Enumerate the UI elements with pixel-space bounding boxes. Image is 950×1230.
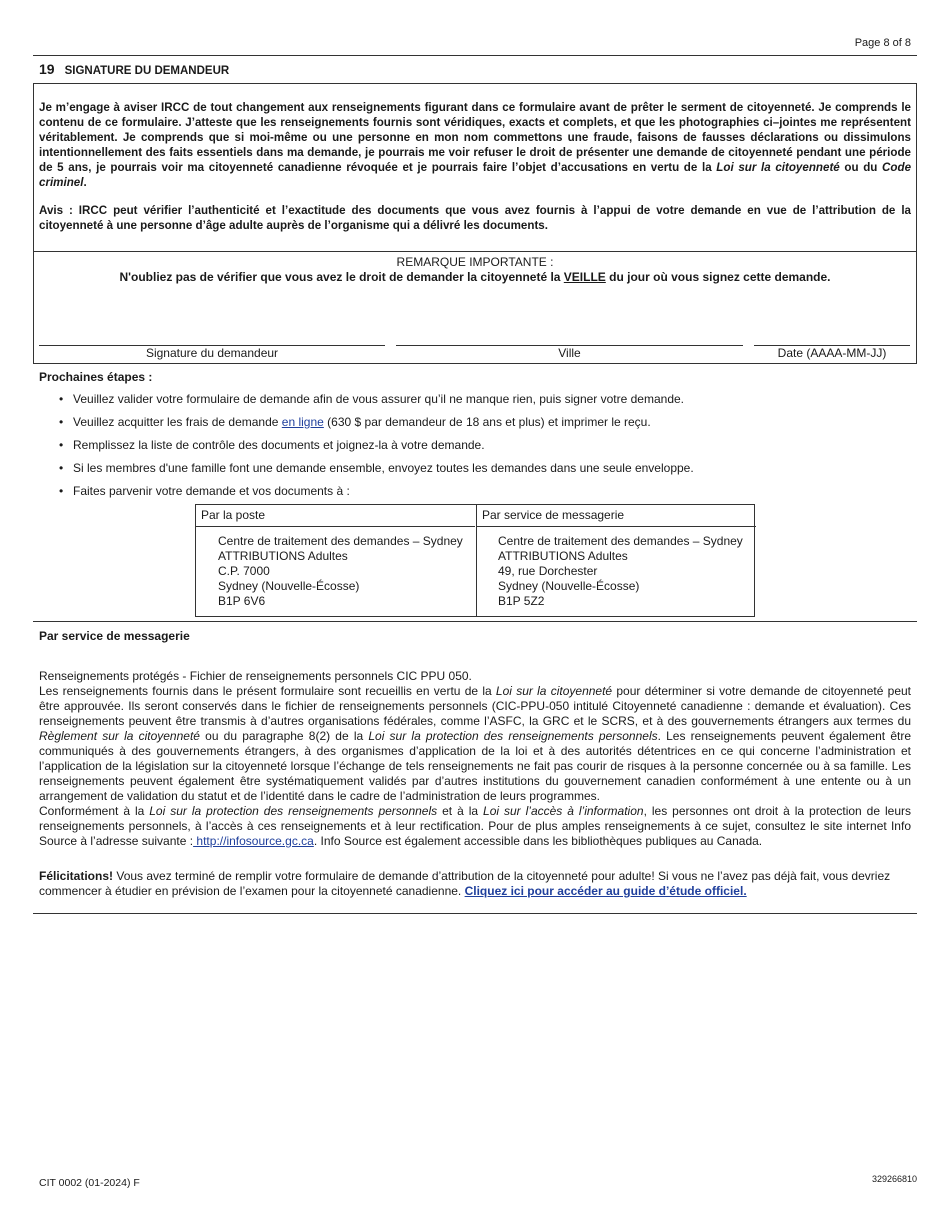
congratulations-message bbox=[39, 869, 911, 899]
remark-text bbox=[34, 270, 916, 285]
top-rule bbox=[33, 55, 917, 56]
step-text: Remplissez la liste de contrôle des documents et joignez-la à votre demande. bbox=[73, 438, 485, 452]
bullet-icon: • bbox=[59, 484, 64, 498]
address-line: 49, rue Dorchester bbox=[498, 564, 598, 578]
privacy-text: Conformément à la bbox=[39, 804, 150, 818]
citizenship-regulations: Règlement sur la citoyenneté bbox=[39, 729, 200, 743]
remark-veille: VEILLE bbox=[563, 270, 606, 284]
access-to-information-act: Loi sur l’accès à l’information bbox=[483, 804, 644, 818]
address-line: ATTRIBUTIONS Adultes bbox=[218, 549, 348, 563]
notice-paragraph: Avis : IRCC peut vérifier l’authenticité et l’exactitude des documents que vous avez fournis à l’appui de votre demande en vue de l’attribution de la citoyenneté à une personne d’âge adulte auprès de l’organisme qui a délivré les documents. bbox=[39, 204, 911, 232]
privacy-text: . Info Source est également accessible dans les bibliothèques publiques au Canada. bbox=[313, 834, 763, 848]
congrats-text: Vous avez terminé de remplir votre formulaire de demande d’attribution de la citoyenneté pour adulte! Si vous ne l’avez pas déjà fait, vous devriez commencer à étudier en prévision de l’examen pour la citoyenneté canadienne. bbox=[39, 869, 891, 898]
declaration-text-b: ou du bbox=[839, 161, 883, 174]
privacy-line-1: Renseignements protégés - Fichier de renseignements personnels CIC PPU 050. bbox=[39, 669, 472, 683]
important-remark bbox=[34, 255, 916, 285]
address-line: Sydney (Nouvelle-Écosse) bbox=[498, 579, 640, 593]
privacy-rights-paragraph bbox=[39, 804, 911, 849]
mail-address bbox=[196, 527, 475, 609]
step-text: (630 $ par demandeur de 18 ans et plus) et imprimer le reçu. bbox=[323, 415, 651, 429]
declaration-paragraph bbox=[39, 100, 911, 190]
step-text: Veuillez valider votre formulaire de demande afin de vous assurer qu’il ne manque rien, puis signer votre demande. bbox=[73, 392, 685, 406]
city-label: Ville bbox=[558, 346, 581, 360]
step-text: Veuillez acquitter les frais de demande bbox=[73, 415, 282, 429]
congrats-heading: Félicitations! bbox=[39, 869, 114, 883]
bullet-icon: • bbox=[59, 415, 64, 429]
privacy-text: . Les renseignements peuvent également être communiqués à des gouvernements étrangers, à des organismes d’application de la loi et à des autorités détentrices en ce qui concerne l’administration et l’application de la législation sur la citoyenneté lorsque l’échange de tels renseignements ne fait pas courir de risques à la personne concernée ou à sa famille. Les renseignements peuvent également être systématiquement validés par d’autres institutions du gouvernement canadien conformément à une entente ou à un arrangement de validation du statut et de l’identité dans le cadre de l’administration de leurs programmes. bbox=[39, 729, 912, 803]
courier-header: Par service de messagerie bbox=[477, 505, 756, 527]
address-line: Sydney (Nouvelle-Écosse) bbox=[218, 579, 360, 593]
infosource-link[interactable]: http://infosource.gc.ca bbox=[193, 834, 314, 848]
privacy-act: Loi sur la protection des renseignements personnels bbox=[149, 804, 438, 818]
mailing-address-table bbox=[195, 504, 755, 617]
address-line: ATTRIBUTIONS Adultes bbox=[498, 549, 628, 563]
barcode-number: 329266810 bbox=[871, 1174, 917, 1184]
section-header bbox=[39, 61, 229, 77]
date-label: Date (AAAA-MM-JJ) bbox=[777, 346, 887, 360]
list-item bbox=[59, 461, 694, 484]
study-guide-link[interactable]: Cliquez ici pour accéder au guide d’étude officiel. bbox=[464, 884, 747, 898]
remark-text-a: N'oubliez pas de vérifier que vous avez le droit de demander la citoyenneté la bbox=[119, 270, 564, 284]
signature-label: Signature du demandeur bbox=[145, 346, 279, 360]
declaration-text bbox=[39, 100, 911, 246]
law-citizenship-act: Loi sur la citoyenneté bbox=[495, 684, 613, 698]
address-line: C.P. 7000 bbox=[218, 564, 270, 578]
remark-text-b: du jour où vous signez cette demande. bbox=[605, 270, 831, 284]
section-title: SIGNATURE DU DEMANDEUR bbox=[64, 65, 230, 77]
next-steps-list bbox=[59, 392, 694, 507]
list-item bbox=[59, 438, 694, 461]
address-line: B1P 6V6 bbox=[218, 594, 266, 608]
declaration-text-c: . bbox=[83, 176, 87, 189]
next-steps-title: Prochaines étapes : bbox=[39, 370, 153, 384]
courier-address-column bbox=[476, 505, 756, 616]
privacy-text: pour déterminer si votre demande de citoyenneté peut être approuvée. Ils seront conservés dans le fichier de renseignements personnels (CIC-PPU-050 intitulé Citoyenneté canadienne : demande et évaluation). Ces renseignements peuvent être transmis à d’autres organisations fédérales, comme l’ASFC, la GRC et le SCRS, et à des gouvernements étrangers aux termes du bbox=[39, 684, 912, 728]
address-line: B1P 5Z2 bbox=[498, 594, 545, 608]
list-item bbox=[59, 392, 694, 415]
privacy-notice bbox=[39, 669, 911, 849]
list-item bbox=[59, 415, 694, 438]
privacy-text: , les personnes ont droit à la protection de leurs renseignements personnels, à l’accès à ces renseignements et à leur rectification. Pour de plus amples renseignements à ce sujet, consultez le site internet Info Source à l’adresse suivante : bbox=[39, 804, 911, 848]
bullet-icon: • bbox=[59, 461, 64, 475]
courier-address bbox=[477, 527, 756, 609]
privacy-act: Loi sur la protection des renseignements personnels bbox=[368, 729, 658, 743]
signature-box bbox=[33, 83, 917, 364]
step-text: Si les membres d'une famille font une demande ensemble, envoyez toutes les demandes dans une seule enveloppe. bbox=[73, 461, 694, 475]
privacy-text: Les renseignements fournis dans le présent formulaire sont recueillis en vertu de la bbox=[39, 684, 496, 698]
law-criminal-code: Code criminel bbox=[39, 161, 912, 189]
mail-address-column bbox=[196, 505, 475, 616]
law-citizenship-act: Loi sur la citoyenneté bbox=[716, 161, 840, 174]
online-payment-link[interactable]: en ligne bbox=[281, 415, 324, 429]
declaration-text-a: Je m’engage à aviser IRCC de tout changement aux renseignements figurant dans ce formulaire avant de prêter le serment de citoyenneté. Je comprends le contenu de ce formulaire. J’atteste que les renseignements fournis sont véridiques, exacts et complets, et que les photographies ci–jointes me représentent véritablement. Je comprends que si moi-même ou une personne en mon nom commettons une fraude, faisons de fausses déclarations ou dissimulons intentionnellement des faits essentiels dans ma demande, je pourrais me voir refuser le droit de présenter une demande de citoyenneté pendant une période de 5 ans, je pourrais voir ma citoyenneté canadienne révoquée et je pourrais faire l’objet d’accusations en vertu de la bbox=[39, 101, 911, 174]
bottom-rule bbox=[33, 913, 917, 914]
page-number: Page 8 of 8 bbox=[854, 37, 911, 49]
section-divider bbox=[33, 621, 917, 622]
courier-section-title: Par service de messagerie bbox=[39, 629, 190, 643]
remark-title: REMARQUE IMPORTANTE : bbox=[396, 255, 554, 269]
mail-header: Par la poste bbox=[196, 505, 475, 527]
form-code: CIT 0002 (01-2024) F bbox=[39, 1177, 140, 1189]
bullet-icon: • bbox=[59, 438, 64, 452]
form-page bbox=[33, 0, 917, 1230]
address-line: Centre de traitement des demandes – Sydney bbox=[218, 534, 463, 548]
box-divider bbox=[34, 251, 916, 252]
address-line: Centre de traitement des demandes – Sydney bbox=[498, 534, 743, 548]
privacy-text: et à la bbox=[437, 804, 484, 818]
section-number: 19 bbox=[39, 61, 55, 77]
privacy-paragraph bbox=[39, 684, 911, 804]
bullet-icon: • bbox=[59, 392, 64, 406]
step-text: Faites parvenir votre demande et vos documents à : bbox=[73, 484, 350, 498]
privacy-text: ou du paragraphe 8(2) de la bbox=[199, 729, 369, 743]
